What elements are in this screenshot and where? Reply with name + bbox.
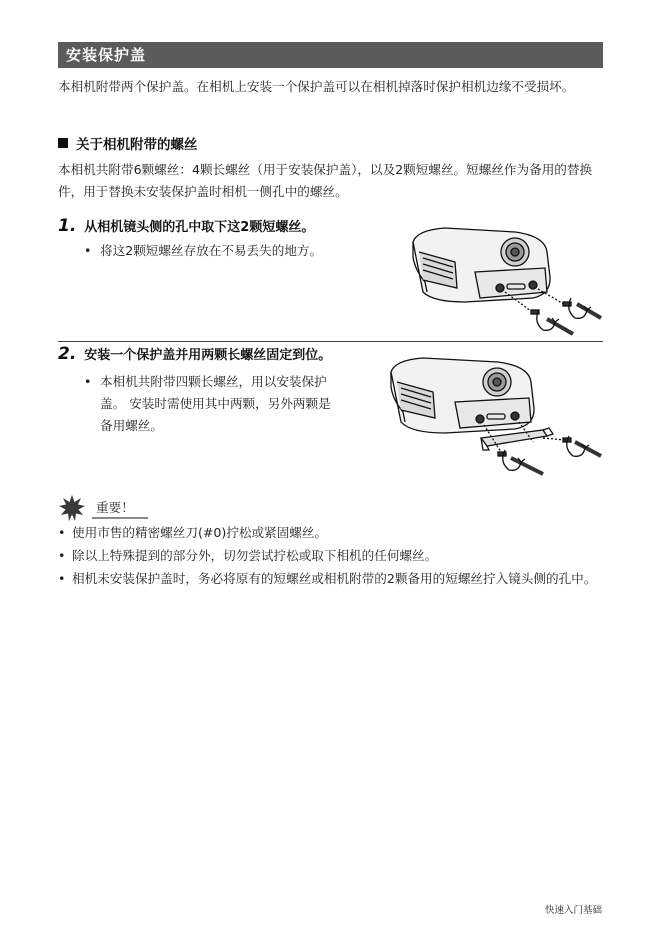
screws-heading-text: 关于相机附带的螺丝 xyxy=(76,137,198,153)
step-2-title: 安装一个保护盖并用两颗长螺丝固定到位。 xyxy=(84,348,332,363)
bullet-dot: • xyxy=(58,548,66,563)
step-2-bullet-line-2: 盖。 安装时需使用其中两颗，另外两颗是 xyxy=(100,396,331,411)
section-title: 安装保护盖 xyxy=(58,42,603,68)
footer-section-label: 快速入门基础 xyxy=(544,905,602,916)
bullet-dot: • xyxy=(84,374,92,389)
step-1-title: 从相机镜头侧的孔中取下这2颗短螺丝。 xyxy=(84,220,315,235)
step-divider xyxy=(58,341,603,342)
intro-paragraph: 本相机附带两个保护盖。在相机上安装一个保护盖可以在相机掉落时保护相机边缘不受损坏。 xyxy=(58,79,575,94)
screws-paragraph: 本相机共附带6颗螺丝：4颗长螺丝（用于安装保护盖），以及2颗短螺丝。短螺丝作为备用的替换件，用于替换未安装保护盖时相机一侧孔中的螺丝。 xyxy=(58,162,593,199)
step-1-bullet-text: 将这2颗短螺丝存放在不易丢失的地方。 xyxy=(100,243,323,258)
important-label: 重要！ xyxy=(92,497,148,519)
step-2 xyxy=(58,344,331,364)
step-2-bullet-line-1: 本相机共附带四颗长螺丝，用以安装保护 xyxy=(100,374,327,389)
step-2-bullet xyxy=(84,371,374,437)
step-1-number: 1. xyxy=(58,216,77,236)
important-item-text: 使用市售的精密螺丝刀(#0)拧松或紧固螺丝。 xyxy=(72,525,328,540)
step-2-bullet-line-3: 备用螺丝。 xyxy=(100,418,163,433)
important-item xyxy=(58,544,606,567)
important-list xyxy=(58,521,606,590)
bullet-dot: • xyxy=(58,571,66,586)
camera-attach-cover-illustration xyxy=(383,350,605,480)
camera-remove-screws-illustration xyxy=(405,222,605,337)
important-header xyxy=(58,494,148,522)
important-item-text: 除以上特殊提到的部分外，切勿尝试拧松或取下相机的任何螺丝。 xyxy=(72,548,438,563)
starburst-warning-icon xyxy=(58,494,86,522)
step-1 xyxy=(58,216,314,236)
step-2-number: 2. xyxy=(58,344,77,364)
step-1-bullet xyxy=(84,240,394,262)
bullet-dot: • xyxy=(84,243,92,258)
important-item-text: 相机未安装保护盖时，务必将原有的短螺丝或相机附带的2颗备用的短螺丝拧入镜头侧的孔中。 xyxy=(72,571,597,586)
screws-heading xyxy=(58,133,198,153)
bullet-dot: • xyxy=(58,525,66,540)
important-item xyxy=(58,521,606,544)
square-bullet-icon xyxy=(58,138,68,148)
important-item xyxy=(58,567,606,590)
